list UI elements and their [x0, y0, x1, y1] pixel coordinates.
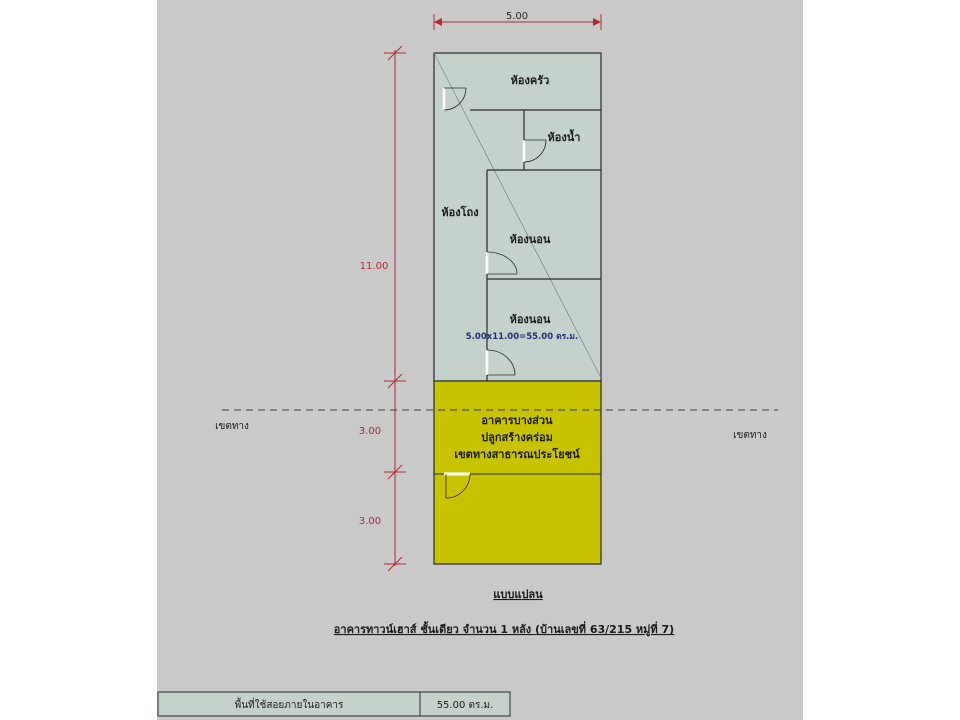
- bathroom-label: ห้องน้ำ: [547, 131, 581, 144]
- boundary-label-left: เขตทาง: [215, 421, 249, 432]
- front-zone-line-2: ปลูกสร้างคร่อม: [481, 431, 553, 444]
- depth-dimension: [384, 46, 406, 571]
- area-table-label: พื้นที่ใช้สอยภายในอาคาร: [234, 700, 344, 711]
- area-table-value: 55.00 ตร.ม.: [436, 700, 494, 711]
- area-formula-label: 5.00x11.00=55.00 ตร.ม.: [465, 332, 579, 342]
- bedroom-1-label: ห้องนอน: [509, 233, 551, 246]
- front-depth-label-1: 3.00: [358, 426, 382, 437]
- front-zone-line-1: อาคารบางส่วน: [481, 414, 553, 427]
- front-depth-label-2: 3.00: [358, 516, 382, 527]
- bedroom-2-label: ห้องนอน: [509, 313, 551, 326]
- kitchen-label: ห้องครัว: [510, 74, 550, 87]
- plan-title: แบบแปลน: [493, 588, 543, 601]
- front-zone-line-3: เขตทางสาธารณประโยชน์: [454, 448, 580, 461]
- boundary-label-right: เขตทาง: [733, 430, 767, 441]
- building-depth-label: 11.00: [359, 261, 389, 272]
- width-dimension-label: 5.00: [505, 11, 529, 22]
- hall-label: ห้องโถง: [441, 206, 479, 219]
- building-description: อาคารทาวน์เฮาส์ ชั้นเดียว จำนวน 1 หลัง (บ้านเลขที่ 63/215 หมู่ที่ 7): [333, 623, 675, 636]
